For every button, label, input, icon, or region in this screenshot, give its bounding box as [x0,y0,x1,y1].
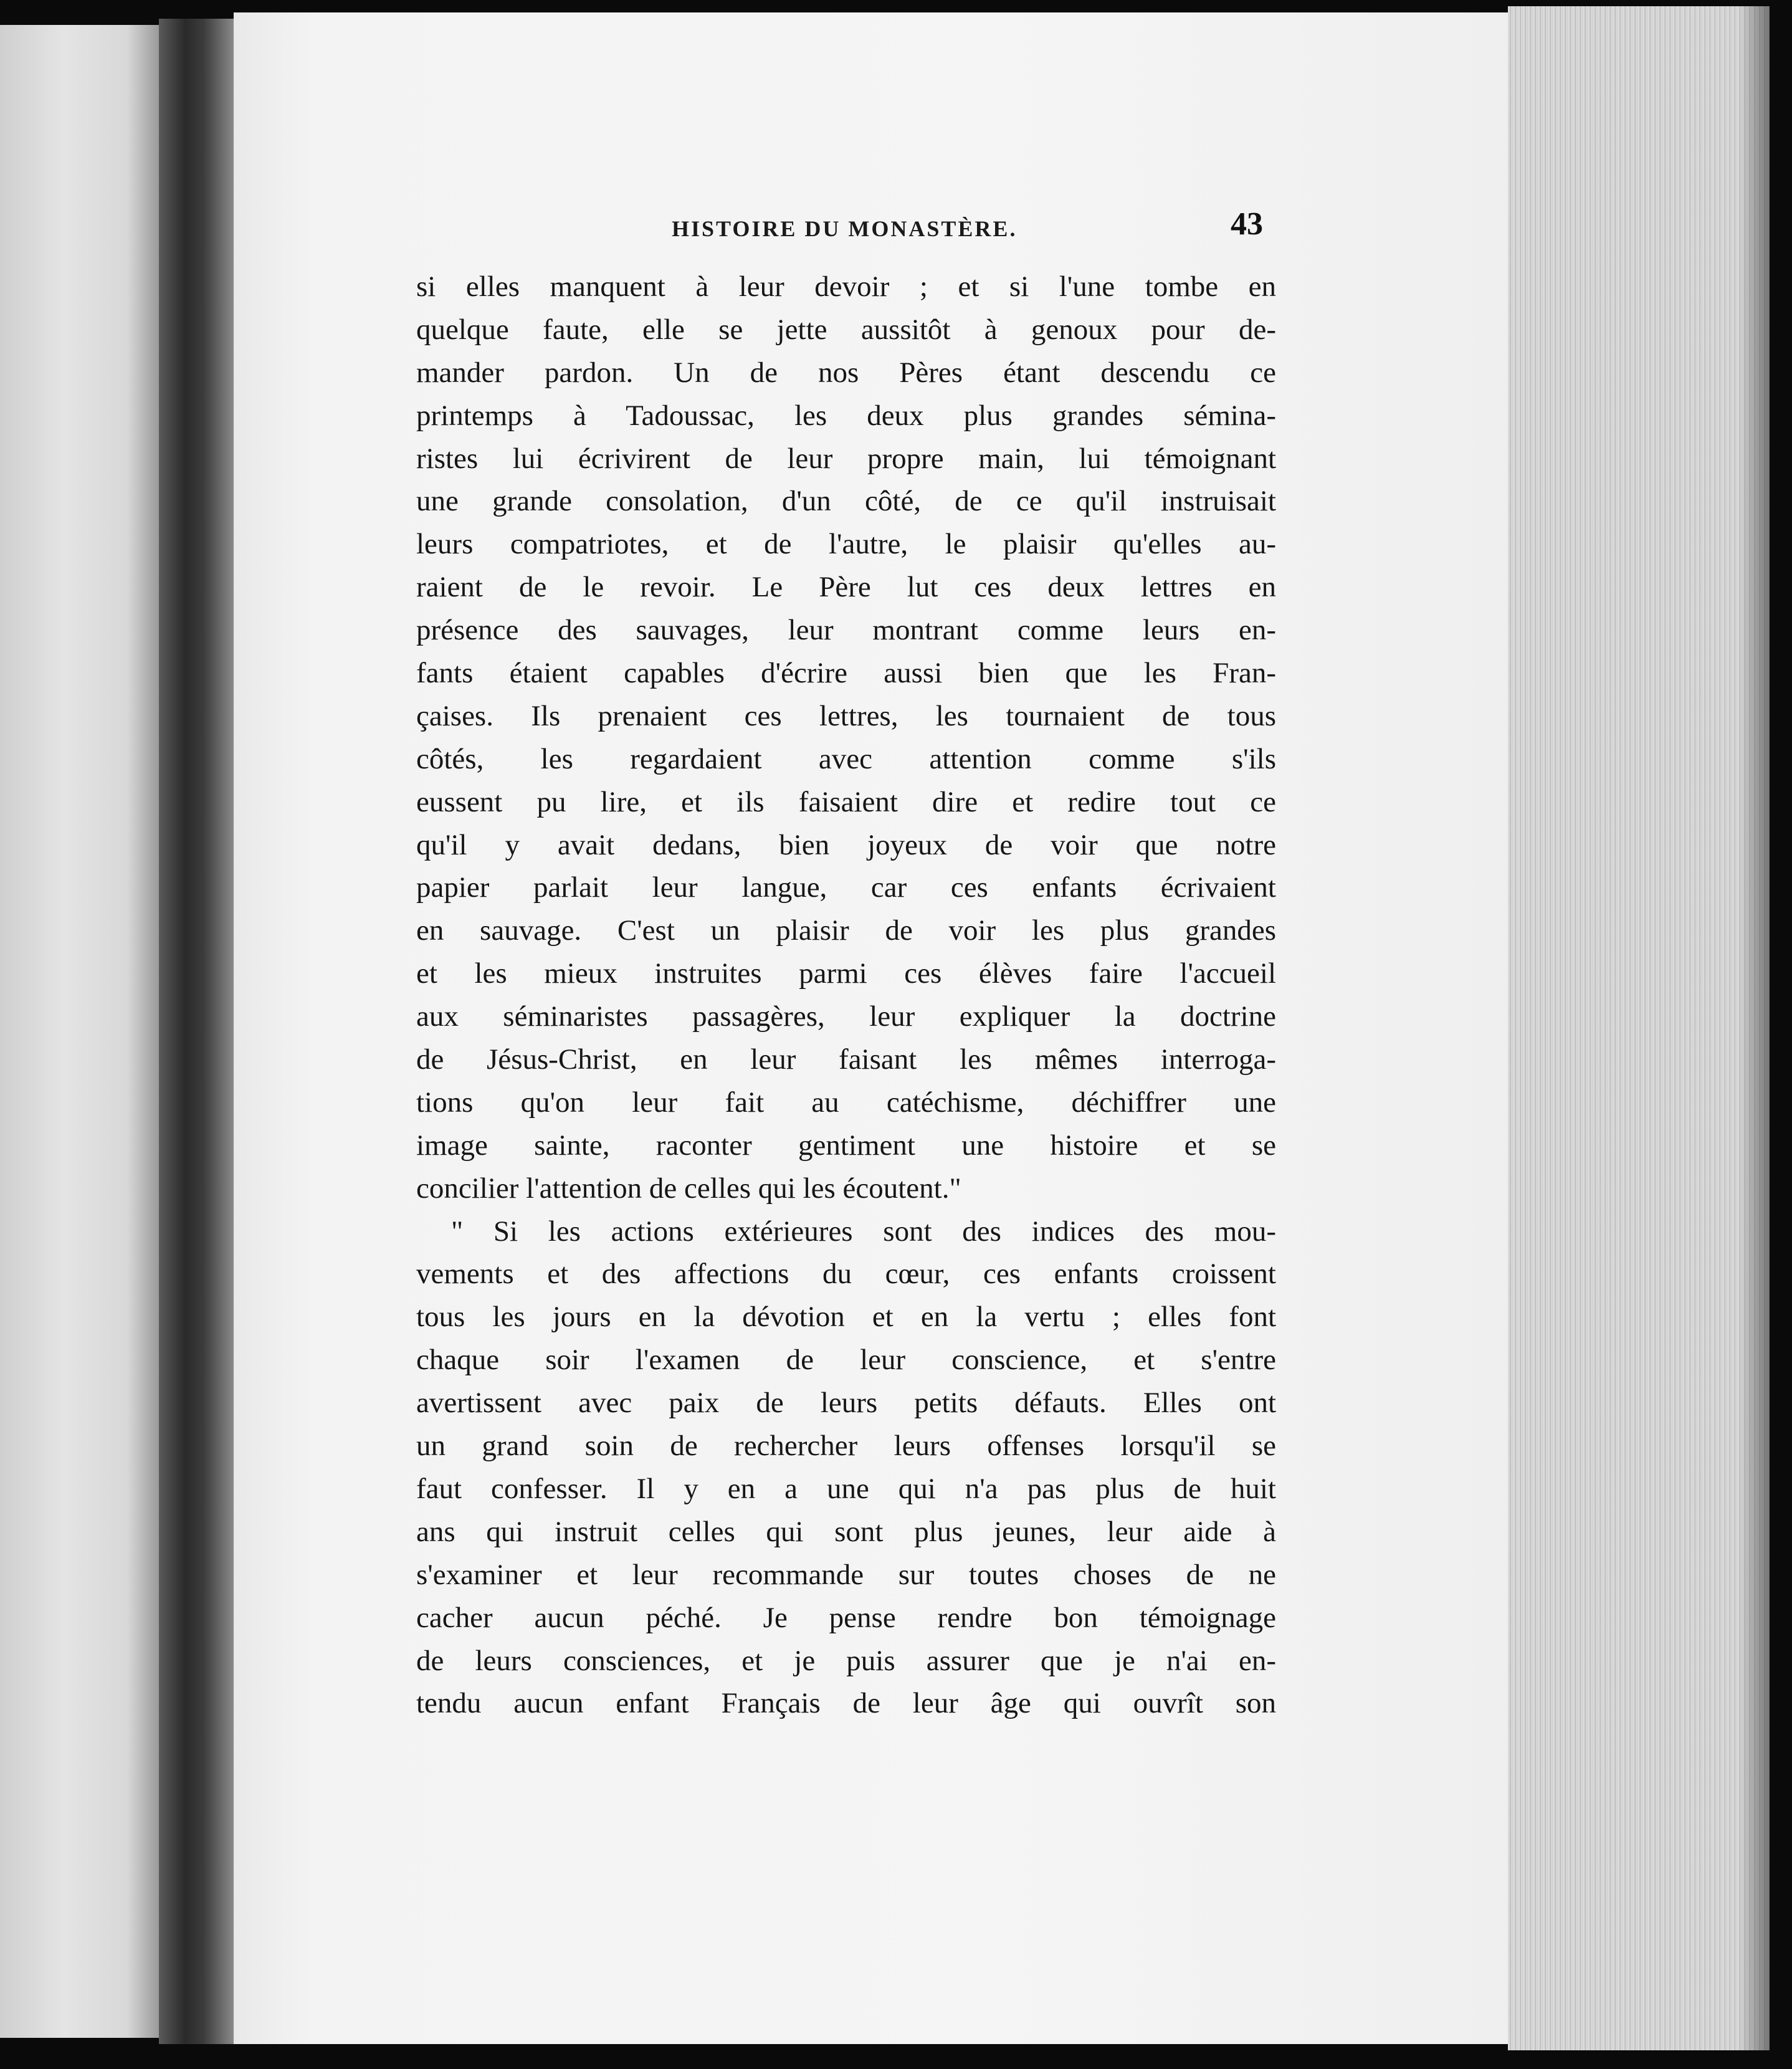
text-line: en sauvage. C'est un plaisir de voir les plus grandes [416,914,1276,947]
text-line: papier parlait leur langue, car ces enfants écrivaient [416,871,1276,904]
text-line: concilier l'attention de celles qui les écoutent." [416,1172,961,1205]
text-line: aux séminaristes passagères, leur expliquer la doctrine [416,1000,1276,1033]
text-line: côtés, les regardaient avec attention comme s'ils [416,742,1276,775]
previous-page-edge [0,25,159,2038]
text-line: raient de le revoir. Le Père lut ces deux lettres en [416,571,1276,604]
text-line: faut confesser. Il y en a une qui n'a pas plus de huit [416,1472,1276,1505]
page-block-edges [1508,6,1770,2050]
text-line: de leurs consciences, et je puis assurer que je n'ai en- [416,1644,1276,1677]
text-line: fants étaient capables d'écrire aussi bien que les Fran- [416,657,1276,690]
text-line: quelque faute, elle se jette aussitôt à genoux pour de- [416,313,1276,346]
text-line: mander pardon. Un de nos Pères étant descendu ce [416,356,1276,389]
text-line: qu'il y avait dedans, bien joyeux de voir que notre [416,828,1276,861]
text-line: tions qu'on leur fait au catéchisme, déchiffrer une [416,1086,1276,1119]
paragraph-1 [416,265,1276,1210]
text-line: avertissent avec paix de leurs petits défauts. Elles ont [416,1387,1276,1420]
text-line: si elles manquent à leur devoir ; et si l'une tombe en [416,270,1276,303]
text-line: s'examiner et leur recommande sur toutes choses de ne [416,1558,1276,1591]
page-number: 43 [1231,206,1263,242]
body-text [416,265,1276,1725]
text-line: eussent pu lire, et ils faisaient dire et redire tout ce [416,785,1276,818]
text-line: ans qui instruit celles qui sont plus jeunes, leur aide à [416,1515,1276,1548]
running-head: HISTOIRE DU MONASTÈRE. [672,216,1018,241]
page-block-shadow [1738,6,1770,2050]
paragraph-2 [416,1210,1276,1726]
text-line: et les mieux instruites parmi ces élèves faire l'accueil [416,957,1276,990]
text-line: présence des sauvages, leur montrant comme leurs en- [416,614,1276,647]
text-line: printemps à Tadoussac, les deux plus grandes sémina- [416,399,1276,432]
text-line: vements et des affections du cœur, ces enfants croissent [416,1258,1276,1291]
text-line: un grand soin de rechercher leurs offenses lorsqu'il se [416,1430,1276,1463]
text-line: leurs compatriotes, et de l'autre, le plaisir qu'elles au- [416,528,1276,561]
text-line: tendu aucun enfant Français de leur âge qui ouvrît son [416,1687,1276,1720]
text-line: image sainte, raconter gentiment une histoire et se [416,1129,1276,1162]
text-line: ristes lui écrivirent de leur propre main, lui témoignant [416,442,1276,475]
text-line: tous les jours en la dévotion et en la vertu ; elles font [416,1301,1276,1334]
text-line: çaises. Ils prenaient ces lettres, les tournaient de tous [416,699,1276,732]
text-line: chaque soir l'examen de leur conscience, et s'entre [416,1344,1276,1377]
text-line: " Si les actions extérieures sont des indices des mou- [451,1215,1276,1248]
binding-gutter [159,19,234,2044]
text-line: cacher aucun péché. Je pense rendre bon témoignage [416,1601,1276,1634]
text-line: de Jésus-Christ, en leur faisant les mêmes interroga- [416,1043,1276,1076]
text-line: une grande consolation, d'un côté, de ce qu'il instruisait [416,485,1276,518]
